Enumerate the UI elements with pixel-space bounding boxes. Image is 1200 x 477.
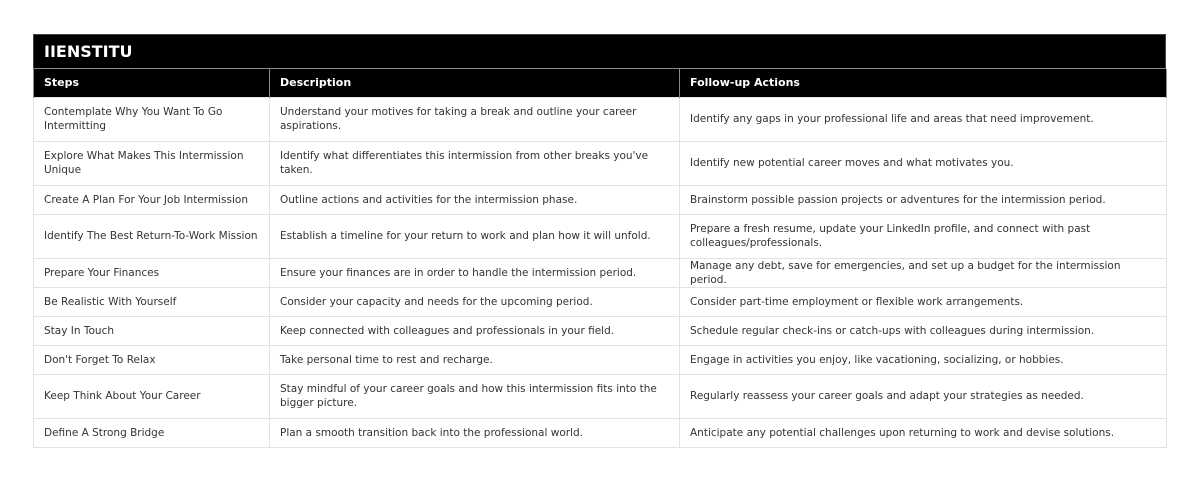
step-cell: Explore What Makes This Intermission Unique — [34, 141, 270, 185]
step-cell: Stay In Touch — [34, 316, 270, 345]
description-cell: Ensure your finances are in order to handle the intermission period. — [270, 258, 680, 287]
step-cell: Don't Forget To Relax — [34, 345, 270, 374]
step-cell: Keep Think About Your Career — [34, 374, 270, 418]
description-cell: Plan a smooth transition back into the professional world. — [270, 418, 680, 447]
column-header-description: Description — [270, 69, 680, 97]
table-row — [34, 345, 1167, 374]
table-row — [34, 316, 1167, 345]
table-title: IIENSTITU — [33, 34, 1166, 69]
steps-table — [33, 69, 1167, 448]
description-cell: Identify what differentiates this intermission from other breaks you've taken. — [270, 141, 680, 185]
column-header-follow-up-actions: Follow-up Actions — [680, 69, 1167, 97]
follow-up-cell: Anticipate any potential challenges upon returning to work and devise solutions. — [680, 418, 1167, 447]
follow-up-cell: Identify new potential career moves and what motivates you. — [680, 141, 1167, 185]
description-cell: Consider your capacity and needs for the upcoming period. — [270, 287, 680, 316]
table-row — [34, 214, 1167, 258]
table-row — [34, 258, 1167, 287]
follow-up-cell: Regularly reassess your career goals and adapt your strategies as needed. — [680, 374, 1167, 418]
description-cell: Keep connected with colleagues and professionals in your field. — [270, 316, 680, 345]
step-cell: Contemplate Why You Want To Go Intermitting — [34, 97, 270, 141]
table-row — [34, 97, 1167, 141]
table-row — [34, 287, 1167, 316]
follow-up-cell: Manage any debt, save for emergencies, and set up a budget for the intermission period. — [680, 258, 1167, 287]
follow-up-cell: Schedule regular check-ins or catch-ups with colleagues during intermission. — [680, 316, 1167, 345]
table-row — [34, 418, 1167, 447]
description-cell: Stay mindful of your career goals and how this intermission fits into the bigger picture. — [270, 374, 680, 418]
description-cell: Outline actions and activities for the intermission phase. — [270, 185, 680, 214]
follow-up-cell: Consider part-time employment or flexible work arrangements. — [680, 287, 1167, 316]
step-cell: Define A Strong Bridge — [34, 418, 270, 447]
follow-up-cell: Prepare a fresh resume, update your LinkedIn profile, and connect with past colleagues/professionals. — [680, 214, 1167, 258]
column-header-steps: Steps — [34, 69, 270, 97]
description-cell: Take personal time to rest and recharge. — [270, 345, 680, 374]
step-cell: Be Realistic With Yourself — [34, 287, 270, 316]
table-row — [34, 374, 1167, 418]
step-cell: Prepare Your Finances — [34, 258, 270, 287]
description-cell: Establish a timeline for your return to work and plan how it will unfold. — [270, 214, 680, 258]
step-cell: Create A Plan For Your Job Intermission — [34, 185, 270, 214]
table-row — [34, 141, 1167, 185]
steps-table-container — [33, 34, 1166, 448]
table-header-row — [34, 69, 1167, 97]
table-row — [34, 185, 1167, 214]
follow-up-cell: Identify any gaps in your professional life and areas that need improvement. — [680, 97, 1167, 141]
follow-up-cell: Brainstorm possible passion projects or adventures for the intermission period. — [680, 185, 1167, 214]
step-cell: Identify The Best Return-To-Work Mission — [34, 214, 270, 258]
follow-up-cell: Engage in activities you enjoy, like vacationing, socializing, or hobbies. — [680, 345, 1167, 374]
description-cell: Understand your motives for taking a break and outline your career aspirations. — [270, 97, 680, 141]
